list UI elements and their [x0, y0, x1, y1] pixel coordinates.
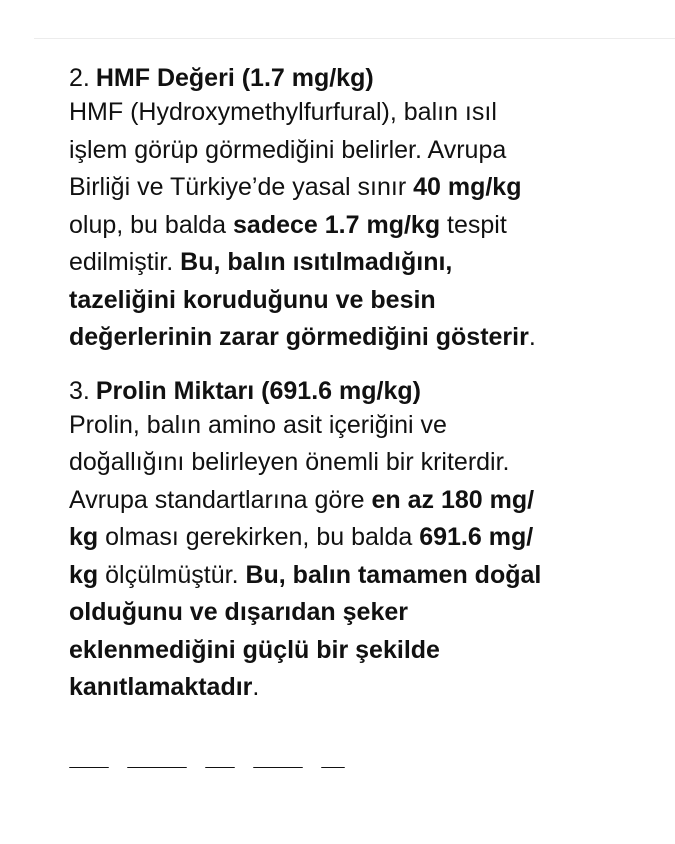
text-run: doğallığını belirleyen önemli bir kriterdir.	[69, 448, 510, 476]
section-heading: Prolin Miktarı (691.6 mg/kg)	[95, 376, 421, 405]
paragraph-line	[69, 557, 659, 595]
text-run: olması gerekirken, bu balda	[98, 523, 420, 551]
text-run: HMF (Hydroxymethylfurfural), balın ısıl	[69, 98, 497, 126]
text-run: Prolin, balın amino asit içeriğini ve	[69, 410, 447, 439]
bold-text-run: olduğunu ve dışarıdan şeker	[69, 598, 408, 626]
bold-text-run: Bu, balın ısıtılmadığını,	[180, 248, 453, 276]
text-run: edilmiştir.	[69, 248, 181, 276]
paragraph-line	[69, 407, 659, 445]
bold-text-run: eklenmediğini güçlü bir şekilde	[69, 635, 440, 664]
paragraph-line	[69, 132, 659, 170]
paragraph-line	[69, 244, 659, 282]
paragraph-line	[69, 519, 659, 557]
text-run: tespit	[440, 210, 507, 239]
bold-text-run: kg	[69, 560, 99, 589]
section-paragraph	[69, 94, 659, 357]
bold-text-run: sadece 1.7 mg/kg	[233, 210, 441, 239]
top-divider	[34, 38, 675, 39]
section-number: 2.	[69, 64, 90, 92]
text-run: işlem görüp görmediğini belirler. Avrupa	[69, 135, 507, 164]
section-title	[69, 375, 659, 407]
bold-text-run: kg	[69, 523, 99, 551]
section-prolin	[69, 375, 659, 707]
bold-text-run: en az 180 mg/	[371, 485, 535, 514]
bold-text-run: 691.6 mg/	[419, 523, 534, 551]
paragraph-line	[69, 632, 659, 670]
paragraph-line	[69, 319, 659, 357]
paragraph-line	[69, 482, 659, 520]
text-run: ölçülmüştür.	[98, 560, 246, 589]
paragraph-line	[69, 594, 659, 632]
text-run: Avrupa standartlarına göre	[69, 485, 372, 514]
paragraph-line	[69, 169, 659, 207]
section-paragraph	[69, 407, 659, 707]
paragraph-line	[69, 94, 659, 132]
paragraph-line	[69, 207, 659, 245]
paragraph-line	[69, 444, 659, 482]
cut-off-text-fragment	[69, 758, 429, 768]
section-title	[69, 62, 659, 94]
bold-text-run: 40 mg/kg	[413, 173, 522, 201]
paragraph-line	[69, 282, 659, 320]
paragraph-line	[69, 669, 659, 707]
text-run: olup, bu balda	[69, 210, 234, 239]
section-number: 3.	[69, 376, 90, 405]
bold-text-run: değerlerinin zarar görmediğini gösterir	[69, 323, 529, 351]
section-heading: HMF Değeri (1.7 mg/kg)	[95, 64, 374, 92]
section-hmf	[69, 62, 659, 357]
text-run: .	[252, 673, 260, 701]
text-run: .	[528, 323, 536, 351]
bold-text-run: tazeliğini koruduğunu ve besin	[69, 285, 436, 314]
text-run: Birliği ve Türkiye’de yasal sınır	[69, 173, 414, 201]
document-body	[69, 62, 659, 725]
bold-text-run: kanıtlamaktadır	[69, 673, 253, 701]
bold-text-run: Bu, balın tamamen doğal	[245, 560, 542, 589]
